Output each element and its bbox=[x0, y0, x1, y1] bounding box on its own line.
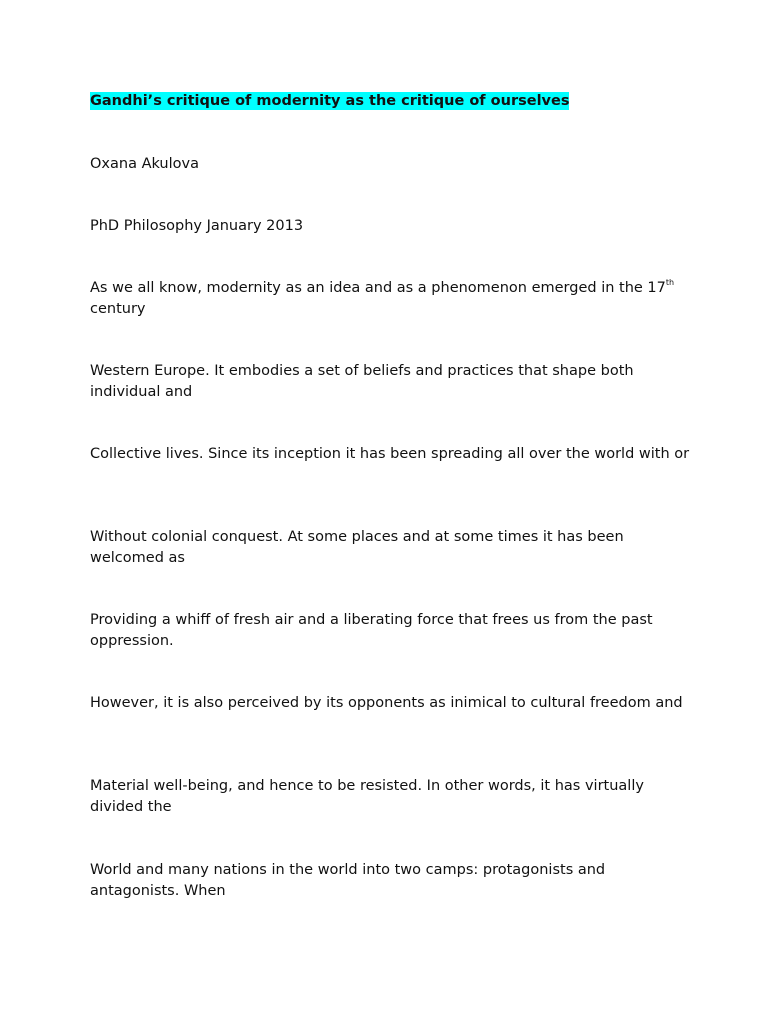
paragraph: Western Europe. It embodies a set of beliefs and practices that shape both individual and bbox=[90, 363, 634, 400]
paragraph: World and many nations in the world into two camps: protagonists and antagonists. When bbox=[90, 862, 606, 899]
paragraph: However, it is also perceived by its opponents as inimical to cultural freedom and bbox=[90, 695, 683, 711]
intro-text-end: century bbox=[90, 301, 146, 317]
title-highlight: Gandhi’s critique of modernity as the critique of ourselves bbox=[90, 93, 570, 109]
paragraph: Collective lives. Since its inception it has been spreading all over the world with or bbox=[90, 446, 690, 462]
paragraph-intro bbox=[90, 278, 690, 320]
intro-text: As we all know, modernity as an idea and as a phenomenon emerged in the 17 bbox=[90, 280, 666, 296]
paragraph: Providing a whiff of fresh air and a liberating force that frees us from the past oppression. bbox=[90, 612, 653, 649]
paragraph: Without colonial conquest. At some places and at some times it has been welcomed as bbox=[90, 529, 624, 566]
document-title bbox=[90, 92, 690, 110]
author-name: Oxana Akulova bbox=[90, 156, 199, 172]
ordinal-superscript: th bbox=[665, 278, 675, 288]
paragraph: Material well-being, and hence to be resisted. In other words, it has virtually divided the bbox=[90, 778, 644, 815]
degree-date-line: PhD Philosophy January 2013 bbox=[90, 218, 304, 234]
